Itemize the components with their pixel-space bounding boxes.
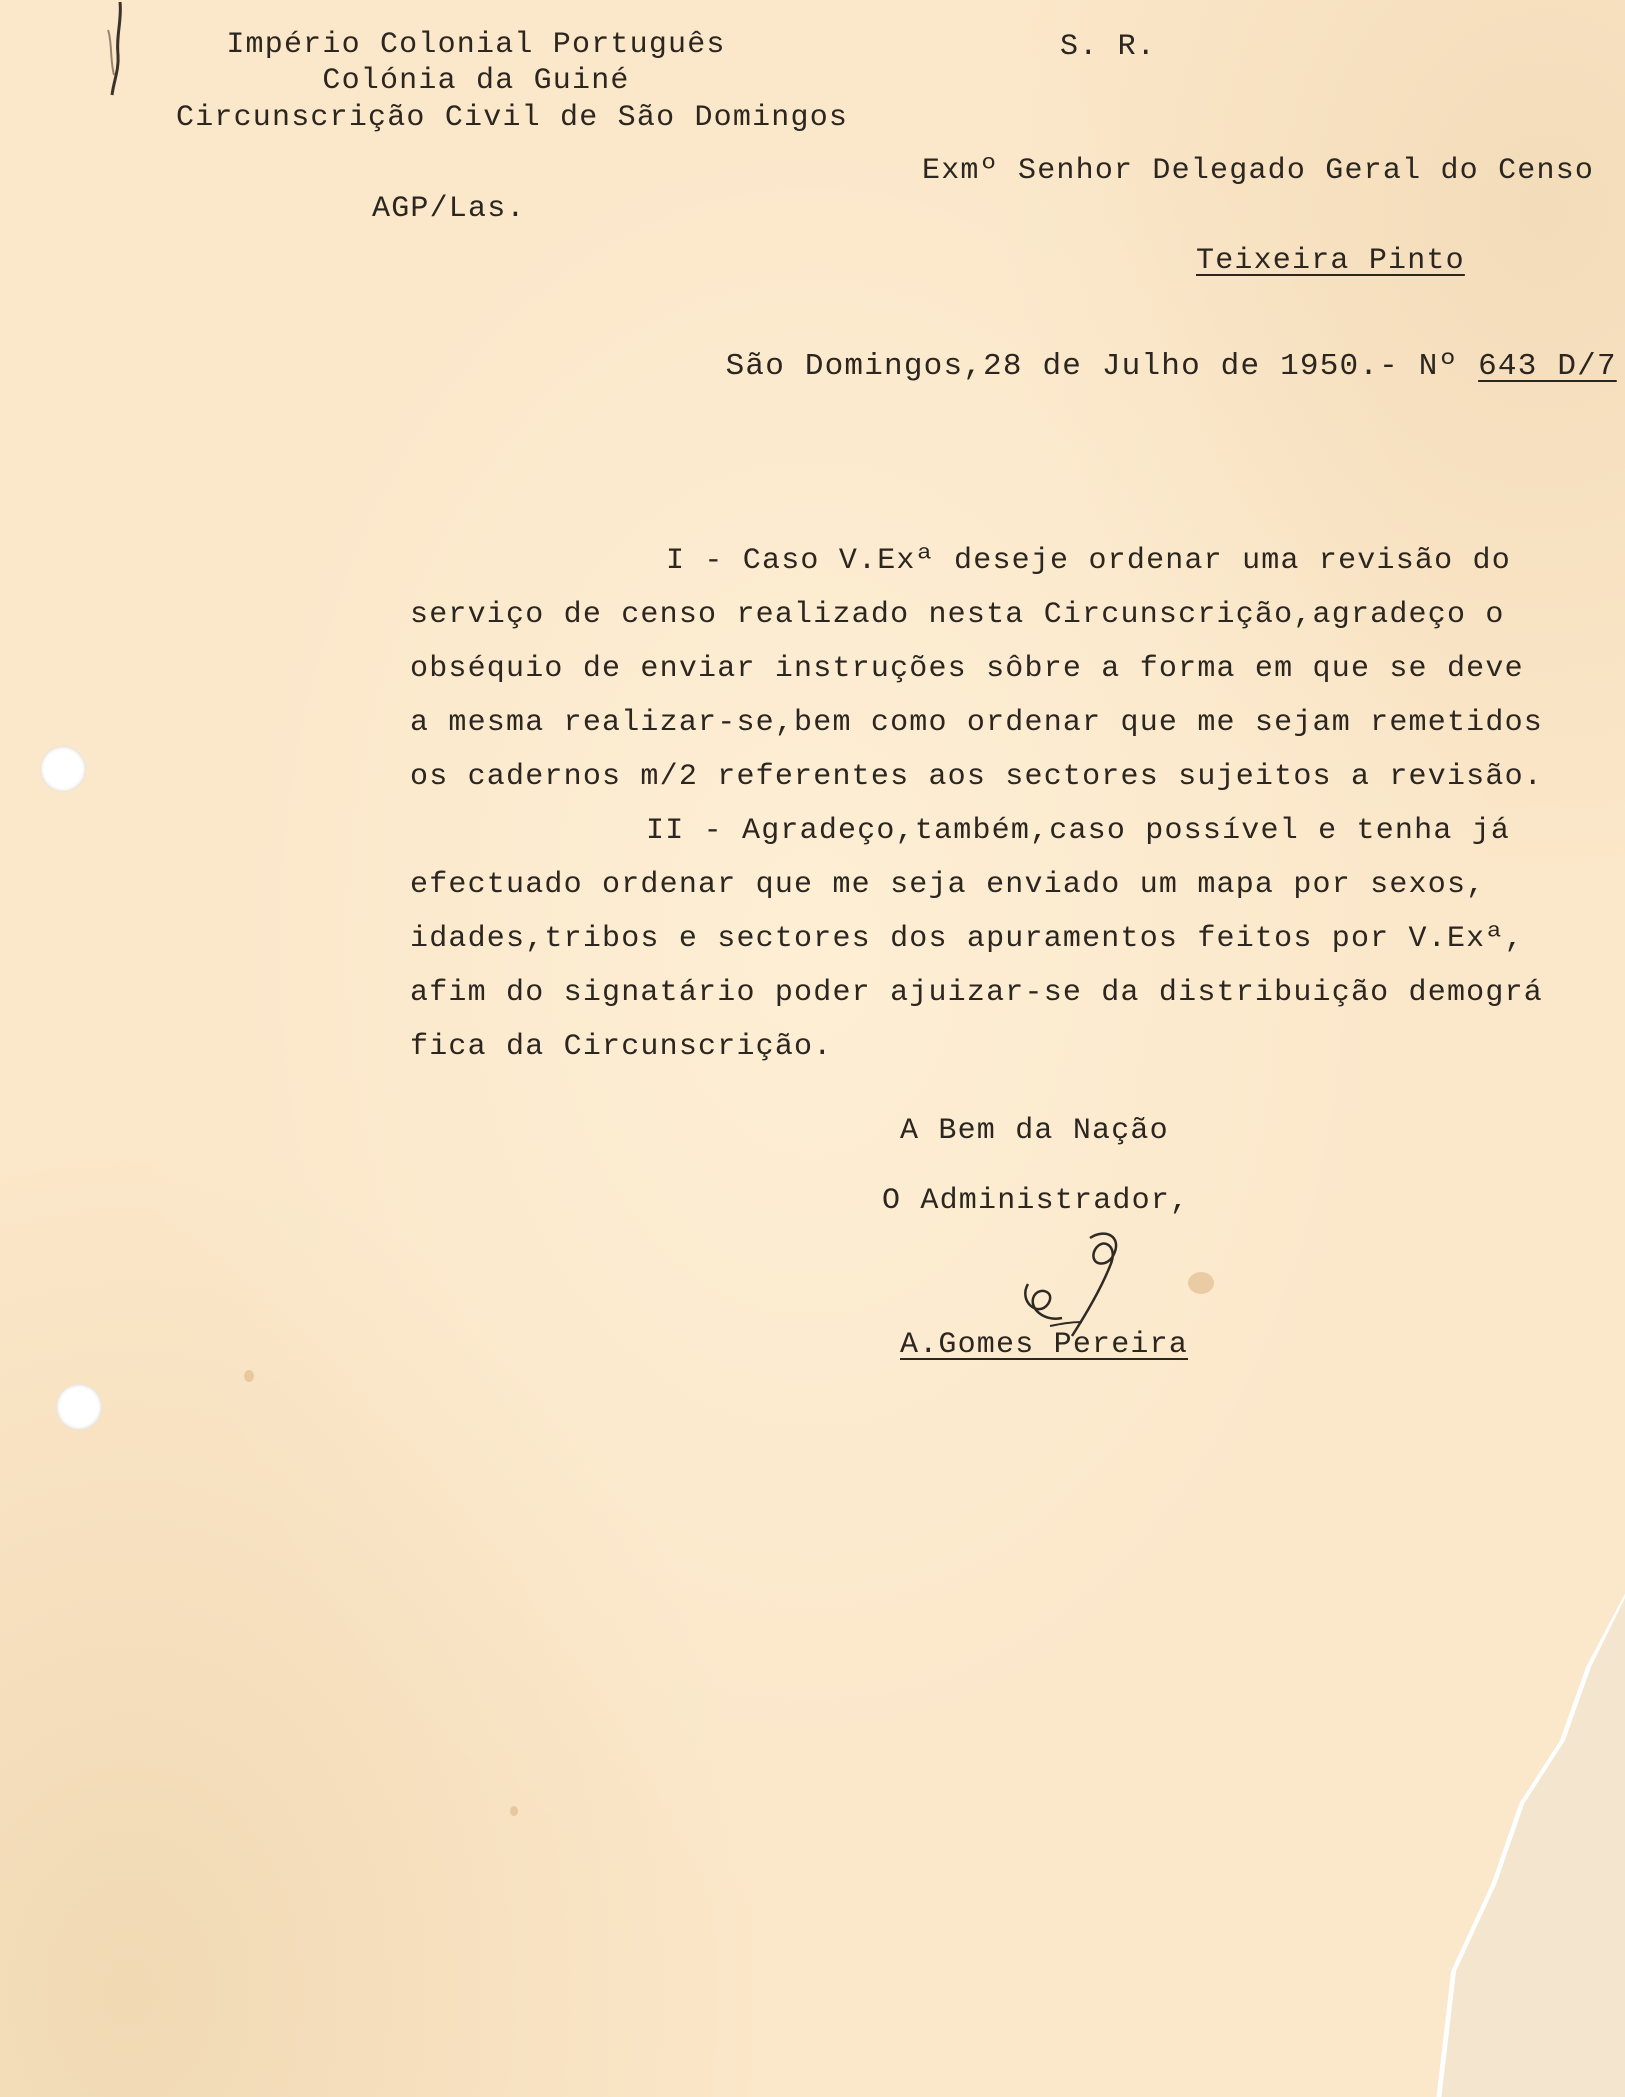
signatory-name: A.Gomes Pereira bbox=[900, 1328, 1189, 1362]
body-line: I - Caso V.Exª deseje ordenar uma revisão do bbox=[666, 544, 1511, 578]
letterhead-line: Circunscrição Civil de São Domingos bbox=[176, 101, 849, 135]
body-line: obséquio de enviar instruções sôbre a forma em que se deve bbox=[410, 652, 1524, 686]
stain bbox=[1188, 1272, 1214, 1294]
dateline bbox=[686, 314, 1617, 384]
body-line: os cadernos m/2 referentes aos sectores sujeitos a revisão. bbox=[410, 760, 1543, 794]
service-mark: S. R. bbox=[1060, 30, 1157, 64]
punch-hole-upper bbox=[40, 746, 86, 792]
document-number: 643 D/7 bbox=[1478, 349, 1617, 384]
punch-hole-lower bbox=[56, 1384, 102, 1430]
stain bbox=[510, 1806, 518, 1816]
ink-mark bbox=[104, 0, 134, 120]
reference-code: AGP/Las. bbox=[372, 192, 526, 226]
body-line: fica da Circunscrição. bbox=[410, 1030, 833, 1064]
stain bbox=[244, 1370, 254, 1382]
letterhead-line: Colónia da Guiné bbox=[322, 64, 630, 98]
body-line: a mesma realizar-se,bem como ordenar que me sejam remetidos bbox=[410, 706, 1543, 740]
body-line: idades,tribos e sectores dos apuramentos feitos por V.Exª, bbox=[410, 922, 1524, 956]
closing-salutation: A Bem da Nação bbox=[900, 1114, 1169, 1148]
addressee-location: Teixeira Pinto bbox=[1196, 244, 1465, 278]
dateline-place-date: São Domingos,28 de Julho de 1950.- Nº bbox=[725, 349, 1479, 384]
letterhead-line: Império Colonial Português bbox=[226, 28, 726, 62]
closing-role: O Administrador, bbox=[882, 1184, 1190, 1218]
body-line: II - Agradeço,também,caso possível e tenha já bbox=[646, 814, 1511, 848]
body-line: afim do signatário poder ajuizar-se da distribuição demográ bbox=[410, 976, 1543, 1010]
body-line: efectuado ordenar que me seja enviado um mapa por sexos, bbox=[410, 868, 1486, 902]
body-line: serviço de censo realizado nesta Circunscrição,agradeço o bbox=[410, 598, 1505, 632]
addressee-title: Exmº Senhor Delegado Geral do Censo bbox=[922, 154, 1595, 188]
